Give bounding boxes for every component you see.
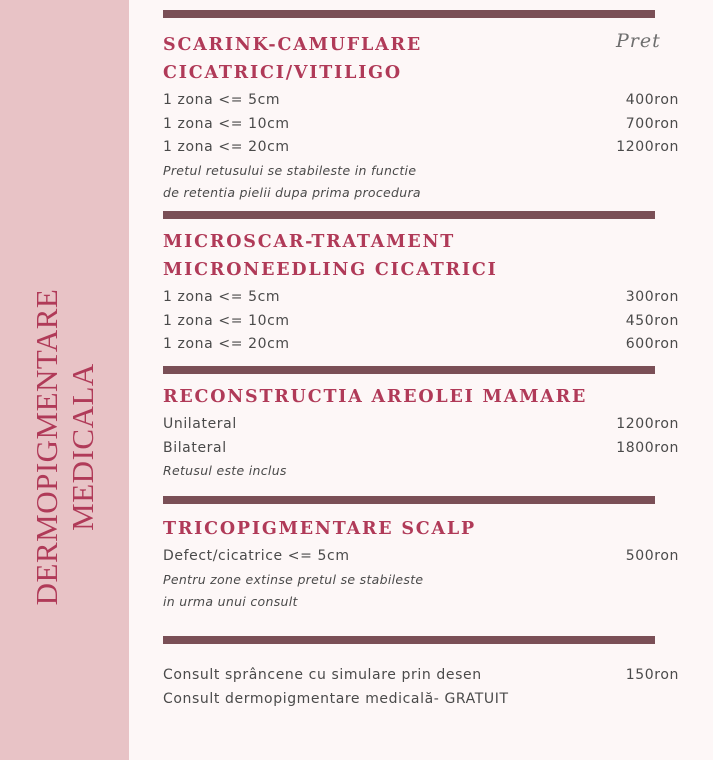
divider-bar (163, 211, 655, 219)
price-row-value: 1800ron (616, 439, 679, 456)
price-row-label: 1 zona <= 10cm (163, 312, 290, 329)
section-title (163, 515, 679, 543)
divider-bar (163, 366, 655, 374)
price-row (163, 113, 679, 137)
price-row-value: 1200ron (616, 416, 679, 432)
price-row (163, 333, 679, 357)
sidebar-title (29, 289, 101, 606)
price-row-label: 1 zona <= 20cm (163, 139, 290, 155)
price-row (163, 286, 679, 310)
price-row (163, 545, 679, 569)
consult-row (163, 687, 679, 711)
price-row-value: 600ron (625, 336, 679, 352)
service-section-scarink (163, 31, 679, 204)
price-row-value: 450ron (625, 312, 679, 329)
price-row (163, 136, 679, 160)
sidebar-title-line1: DERMOPIGMENTARE (29, 288, 64, 606)
price-column-header: Pret (616, 30, 661, 52)
section-note: de retentia pielii dupa prima procedura (163, 184, 421, 200)
sidebar-title-line2: MEDICALA (65, 363, 100, 531)
price-row-label: Unilateral (163, 416, 237, 432)
section-title (163, 228, 679, 284)
price-row-value: 300ron (625, 289, 679, 305)
section-title-line: CICATRICI/VITILIGO (163, 63, 402, 83)
price-row (163, 89, 679, 113)
price-row (163, 310, 679, 334)
price-row-value: 700ron (625, 115, 679, 132)
price-row-value: 500ron (625, 548, 679, 564)
price-row (163, 437, 679, 461)
divider-bar (163, 10, 655, 18)
consult-label: Consult dermopigmentare medicală- GRATUIT (163, 691, 509, 707)
price-row-label: 1 zona <= 5cm (163, 92, 281, 108)
price-row-label: 1 zona <= 10cm (163, 115, 290, 132)
section-note: Retusul este inclus (163, 463, 287, 478)
section-title-line: MICRONEEDLING CICATRICI (163, 260, 498, 280)
divider-bar (163, 496, 655, 504)
divider-bar (163, 636, 655, 644)
section-note: in urma unui consult (163, 593, 298, 609)
section-title-line: MICROSCAR-TRATAMENT (163, 232, 456, 252)
sidebar (0, 0, 129, 760)
section-title (163, 383, 679, 411)
price-row-label: 1 zona <= 20cm (163, 336, 290, 352)
price-row-value: 400ron (625, 92, 679, 108)
price-row-label: 1 zona <= 5cm (163, 289, 281, 305)
service-section-tricopigmentare (163, 515, 679, 613)
section-title (163, 31, 679, 87)
price-row-label: Bilateral (163, 439, 227, 456)
consult-section (163, 663, 679, 711)
consult-label: Consult sprâncene cu simulare prin desen (163, 667, 482, 683)
section-note: Pentru zone extinse pretul se stabileste (163, 571, 424, 587)
price-row-label: Defect/cicatrice <= 5cm (163, 548, 350, 564)
service-section-areola (163, 383, 679, 482)
price-row-value: 1200ron (616, 139, 679, 155)
consult-price: 150ron (625, 667, 679, 683)
section-title-line: RECONSTRUCTIA AREOLEI MAMARE (163, 387, 588, 407)
price-row (163, 413, 679, 437)
consult-row (163, 663, 679, 687)
section-note: Pretul retusului se stabileste in functie (163, 162, 417, 178)
section-title-line: TRICOPIGMENTARE SCALP (163, 519, 476, 539)
section-title-line: SCARINK-CAMUFLARE (163, 35, 422, 55)
service-section-microscar (163, 228, 679, 357)
